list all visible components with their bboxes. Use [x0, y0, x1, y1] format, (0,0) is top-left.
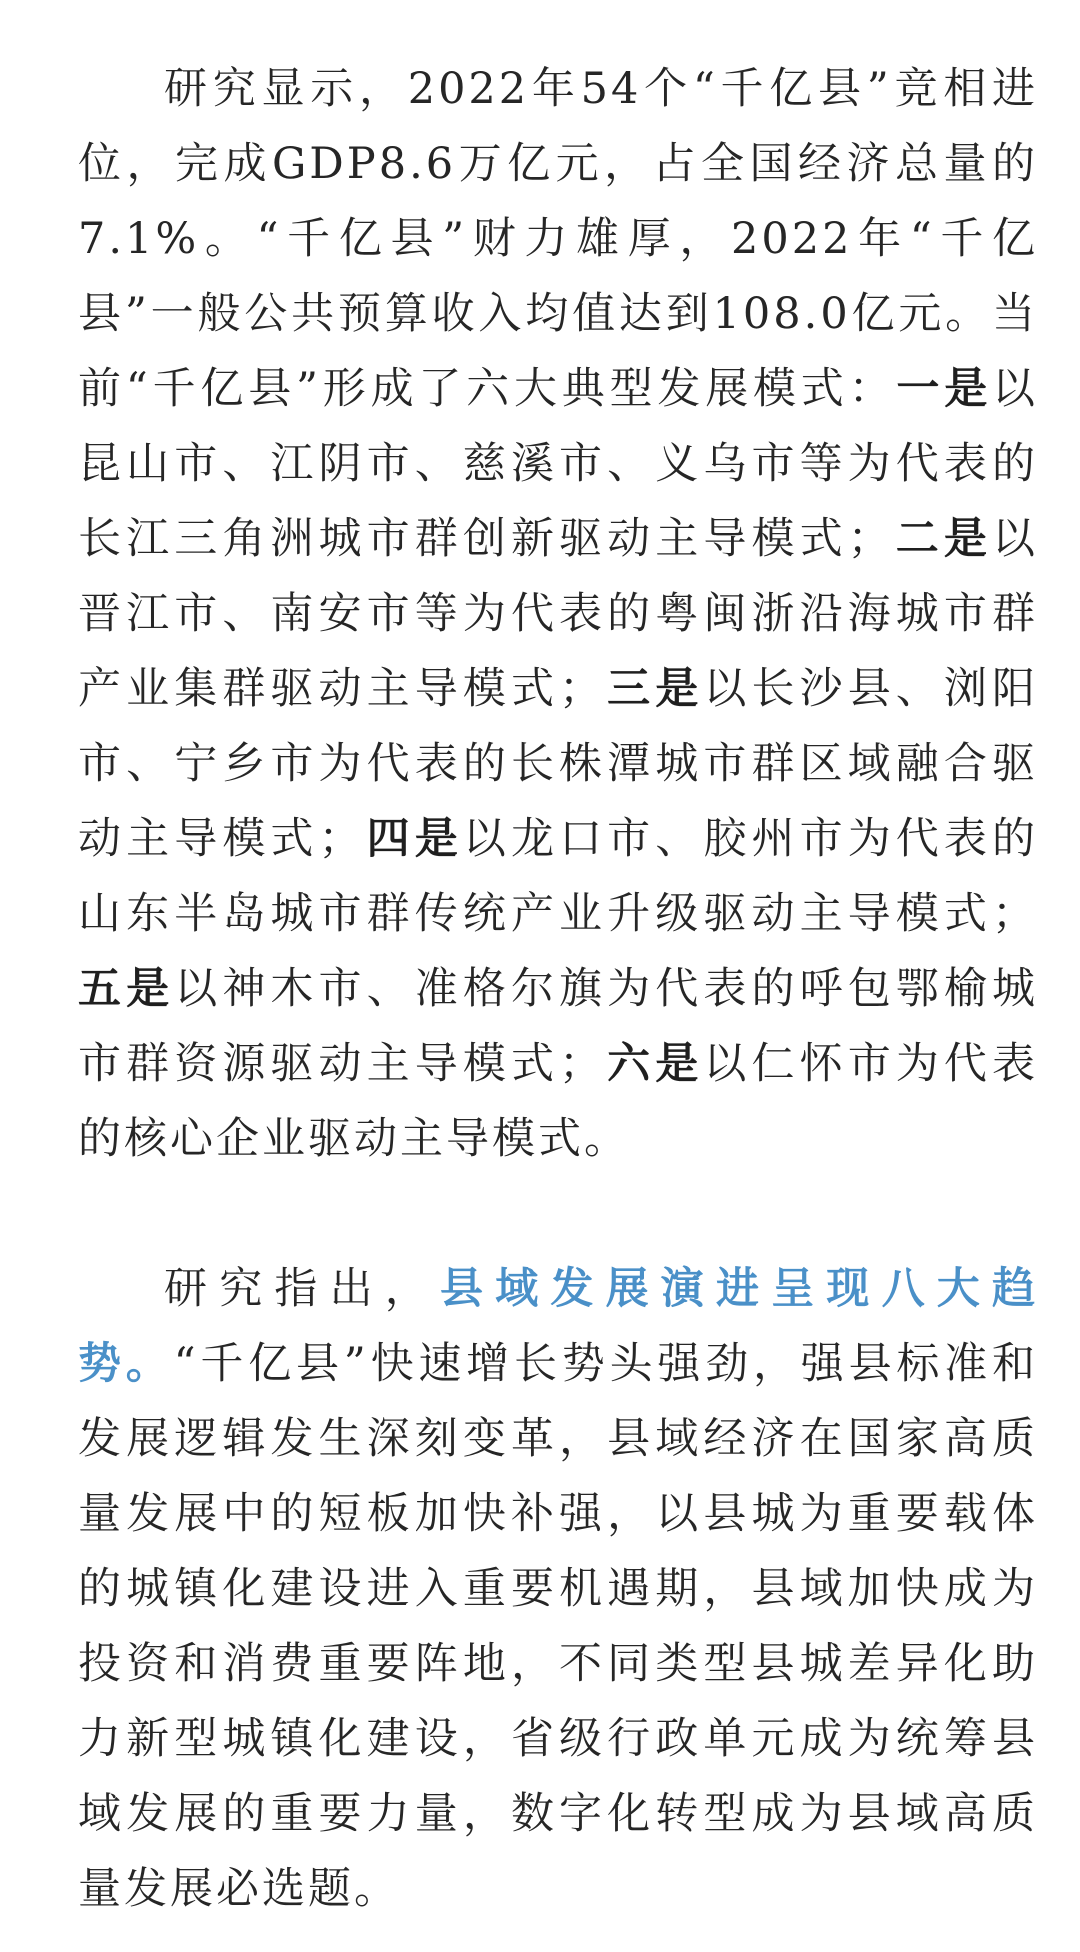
paragraph-text: 研究显示，2022年54个“千亿县”竞相进位，完成GDP8.6万亿元，占全国经济总量的7.1%。“千亿县”财力雄厚，2022年“千亿县”一般公共预算收入均值达到108.0亿元。当前“千亿县”形成了六大典型发展模式： — [78, 64, 1038, 414]
mode-label-5: 五是 — [78, 964, 175, 1014]
paragraph-text: 以长沙县、浏阳市、宁乡市为代表的长株潭城市群区域融合驱动主导模式； — [78, 664, 1039, 864]
paragraph-development-modes — [78, 52, 1038, 1177]
paragraph-text: 以神木市、准格尔旗为代表的呼包鄂榆城市群资源驱动主导模式； — [78, 964, 1039, 1089]
paragraph-text: 以晋江市、南安市等为代表的粤闽浙沿海城市群产业集群驱动主导模式； — [78, 514, 1039, 714]
mode-label-6: 六是 — [605, 1039, 704, 1089]
paragraph-text: “千亿县”快速增长势头强劲，强县标准和发展逻辑发生深刻变革，县域经济在国家高质量发展中的短板加快补强，以县城为重要载体的城镇化建设进入重要机遇期，县域加快成为投资和消费重要阵地，不同类型县城差异化助力新型城镇化建设，省级行政单元成为统筹县域发展的重要力量，数字化转型成为县域高质量发展必选题。 — [78, 1339, 1039, 1914]
mode-label-2: 二是 — [893, 514, 993, 564]
paragraph-eight-trends — [78, 1252, 1038, 1927]
paragraph-lead: 研究指出， — [164, 1264, 440, 1314]
paragraph-text: 以仁怀市为代表的核心企业驱动主导模式。 — [78, 1039, 1039, 1164]
article-body — [78, 52, 1038, 1927]
highlight-heading: 县域发展演进呈现八大趋势。 — [78, 1264, 1038, 1389]
mode-label-1: 一是 — [896, 364, 993, 414]
paragraph-text: 以龙口市、胶州市为代表的山东半岛城市群传统产业升级驱动主导模式； — [78, 814, 1039, 939]
mode-label-4: 四是 — [364, 814, 463, 864]
mode-label-3: 三是 — [605, 664, 704, 714]
paragraph-text: 以昆山市、江阴市、慈溪市、义乌市等为代表的长江三角洲城市群创新驱动主导模式； — [78, 364, 1039, 564]
